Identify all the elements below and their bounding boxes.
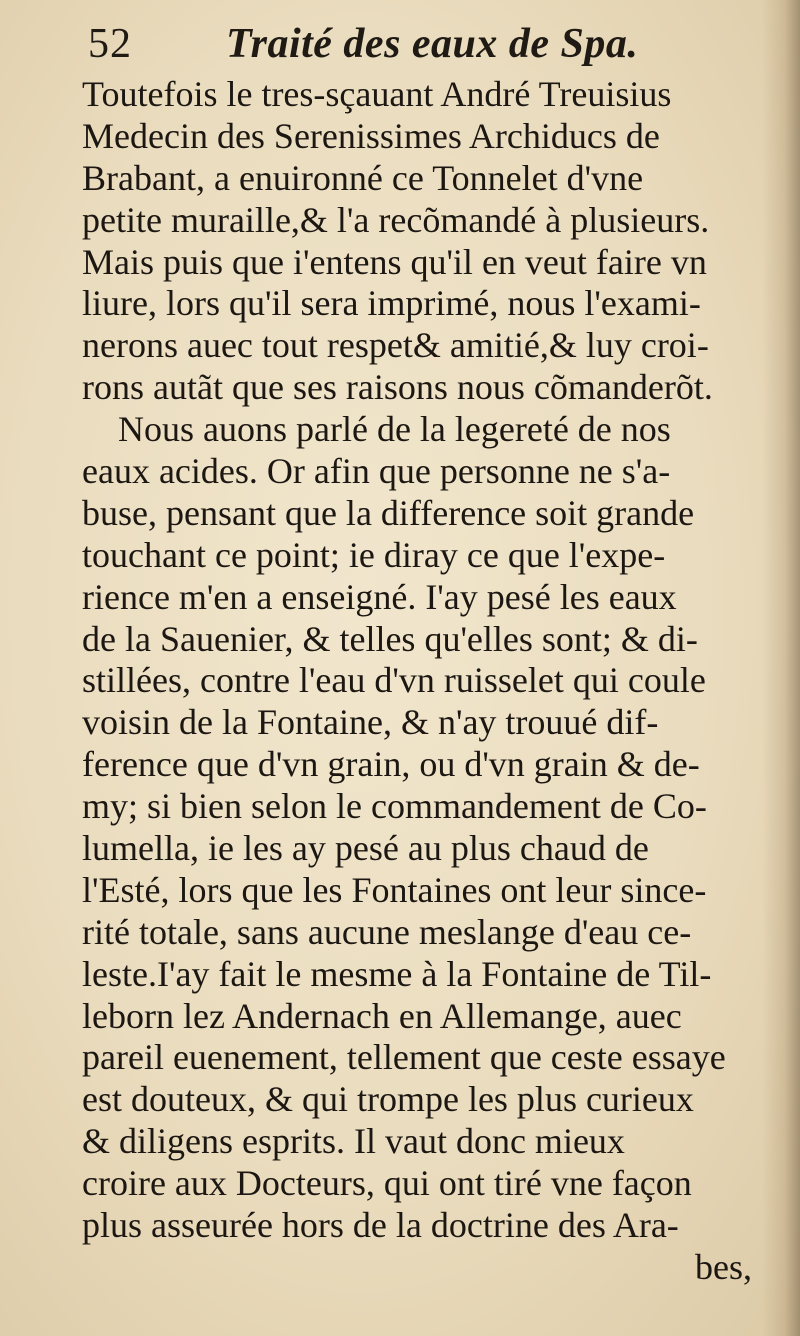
text-line: nerons auec tout respet& amitié,& luy croi-	[82, 325, 709, 366]
text-line: l'Esté, lors que les Fontaines ont leur since-	[82, 869, 707, 910]
text-line: Medecin des Serenissimes Archiducs de	[82, 115, 660, 156]
text-line: Nous auons parlé de la legereté de nos	[118, 409, 671, 450]
text-line: liure, lors qu'il sera imprimé, nous l'exami-	[82, 283, 701, 324]
text-line: leste.I'ay fait le mesme à la Fontaine de Til-	[82, 953, 712, 994]
text-line: de la Sauenier, & telles qu'elles sont; & di-	[82, 618, 698, 659]
body-text	[82, 74, 772, 1289]
text-line: petite muraille,& l'a recõmandé à plusieurs.	[82, 199, 710, 240]
text-line: est douteux, & qui trompe les plus curieux	[82, 1079, 694, 1120]
text-line: lumella, ie les ay pesé au plus chaud de	[82, 828, 649, 869]
page-number: 52	[88, 21, 132, 67]
text-line: ference que d'vn grain, ou d'vn grain & de-	[82, 744, 700, 785]
text-line: Brabant, a enuironné ce Tonnelet d'vne	[82, 157, 644, 198]
text-line: voisin de la Fontaine, & n'ay trouué dif-	[82, 702, 659, 743]
text-line: plus asseurée hors de la doctrine des Ara-	[82, 1205, 679, 1246]
text-line: buse, pensant que la difference soit grande	[82, 492, 695, 533]
running-title: Traité des eaux de Spa.	[226, 21, 639, 67]
text-line: croire aux Docteurs, qui ont tiré vne façon	[82, 1163, 692, 1204]
text-line: Mais puis que i'entens qu'il en veut faire vn	[82, 241, 707, 282]
catchword: bes,	[695, 1246, 752, 1287]
text-line: rience m'en a enseigné. I'ay pesé les eaux	[82, 576, 677, 617]
text-line: rons autãt que ses raisons nous cõmanderõt.	[82, 367, 713, 408]
text-line: eaux acides. Or afin que personne ne s'a-	[82, 451, 671, 492]
text-line: Toutefois le tres-sçauant André Treuisius	[82, 74, 672, 114]
text-line: & diligens esprits. Il vaut donc mieux	[82, 1121, 625, 1162]
text-line: my; si bien selon le commandement de Co-	[82, 786, 707, 827]
text-line: leborn lez Andernach en Allemange, auec	[82, 995, 682, 1036]
text-line: stillées, contre l'eau d'vn ruisselet qui coule	[82, 660, 706, 701]
page-header	[88, 14, 728, 74]
text-line: rité totale, sans aucune meslange d'eau ce-	[82, 911, 692, 952]
text-line: touchant ce point; ie diray ce que l'expe-	[82, 534, 666, 575]
text-line: pareil euenement, tellement que ceste essaye	[82, 1037, 726, 1078]
